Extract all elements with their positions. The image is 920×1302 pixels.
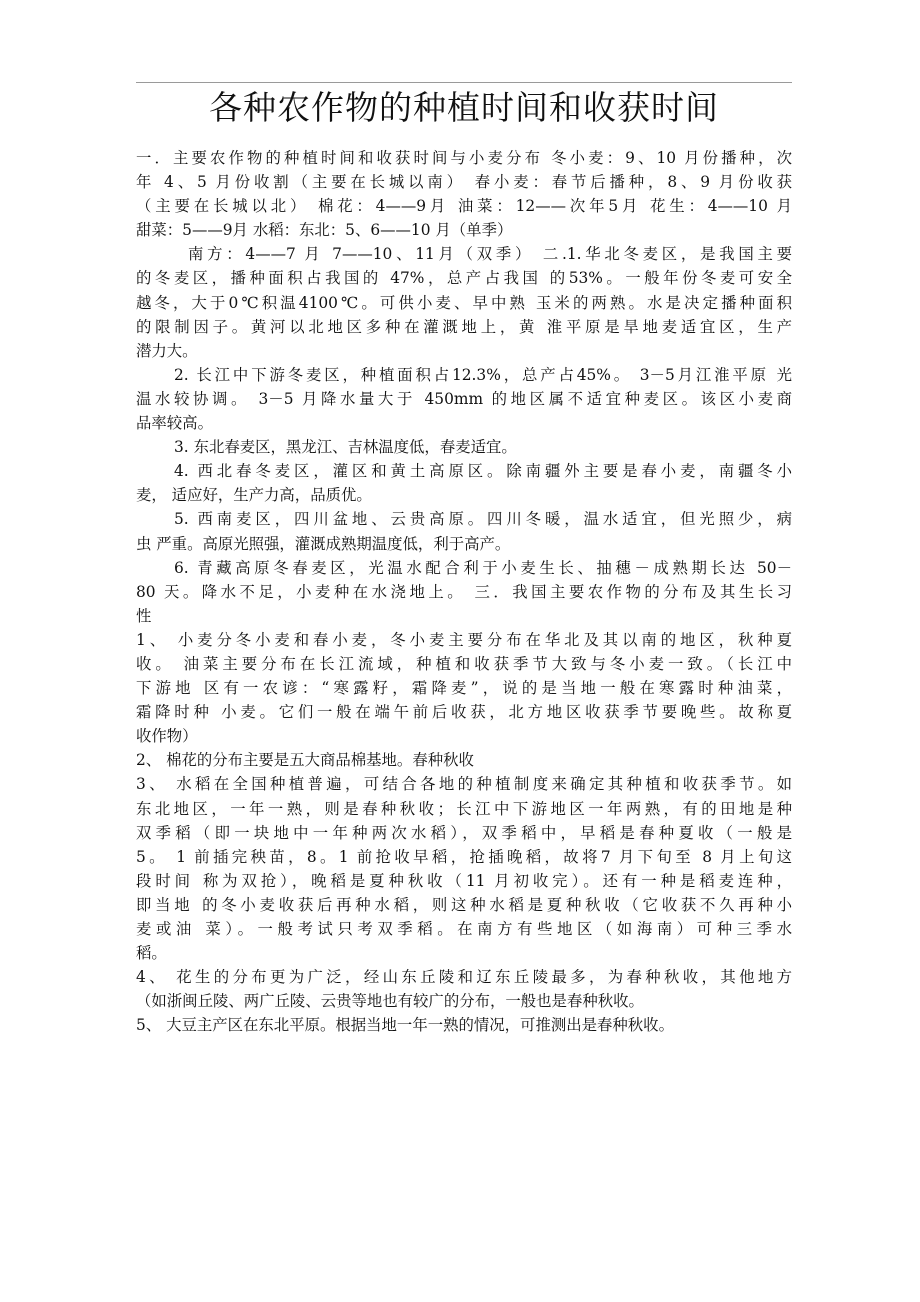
body-line: 80 天。降水不足，小麦种在水浇地上。 三．我国主要农作物的分布及其生长习 (136, 582, 792, 601)
body-line: 即当地 的冬小麦收获后再种水稻，则这种水稻是夏种秋收（它收获不久再种小 (136, 895, 792, 914)
body-line: 越冬，大于0℃积温4100℃。可供小麦、早中熟 玉米的两熟。水是决定播种面积 (136, 293, 792, 312)
body-line: 一．主要农作物的种植时间和收获时间与小麦分布 冬小麦：9、10 月份播种，次 (136, 149, 792, 167)
body-line: 1、 小麦分冬小麦和春小麦，冬小麦主要分布在华北及其以南的地区，秋种夏 (136, 630, 792, 649)
body-line: 下游地 区有一农谚：“寒露籽，霜降麦”，说的是当地一般在寒露时种油菜， (136, 679, 792, 698)
body-line: 4、 花生的分布更为广泛，经山东丘陵和辽东丘陵最多，为春种秋收，其他地方 (136, 968, 792, 987)
body-line: （如浙闽丘陵、两广丘陵、云贵等地也有较广的分布，一般也是春种秋收。 (136, 992, 644, 1011)
body-line: 潜力大。 (136, 341, 198, 360)
body-line: 段时间 称为双抢），晚稻是夏种秋收（11 月初收完）。还有一种是稻麦连种， (136, 871, 792, 890)
body-line: 性 (136, 606, 152, 625)
body-line: 稻。 (136, 944, 167, 963)
body-line: 的冬麦区，播种面积占我国的 47%，总产占我国 的53%。一般年份冬麦可安全 (136, 269, 792, 288)
document-body (136, 146, 792, 1037)
body-line: 3、 水稻在全国种植普遍，可结合各地的种植制度来确定其种植和收获季节。如 (136, 775, 792, 794)
top-rule (136, 82, 792, 83)
body-line: 甜菜：5——9月 水稻：东北：5、6——10 月（单季） (136, 221, 513, 240)
body-line: 5、 大豆主产区在东北平原。根据当地一年一熟的情况，可推测出是春种秋收。 (136, 1016, 674, 1035)
body-line: 温水较协调。 3－5 月降水量大于 450mm 的地区属不适宜种麦区。该区小麦商 (136, 389, 792, 408)
body-line: （主要在长城以北） 棉花：4——9月 油菜：12——次年5月 花生：4——10 月 (136, 197, 792, 216)
body-line: 南方：4——7 月 7——10、11月（双季） 二.1.华北冬麦区，是我国主要 (188, 245, 792, 264)
body-line: 6. 青藏高原冬春麦区，光温水配合利于小麦生长、抽穗－成熟期长达 50－ (174, 558, 792, 577)
body-line: 麦， 适应好，生产力高，品质优。 (136, 486, 372, 505)
body-line: 年 4、5 月份收割（主要在长城以南） 春小麦：春节后播种，8、9 月份收获 (136, 173, 792, 192)
body-line: 5。 1 前插完秧苗，8。1 前抢收早稻，抢插晚稻，故将7 月下旬至 8 月上旬这 (136, 847, 792, 866)
body-line: 双季稻（即一块地中一年种两次水稻），双季稻中，早稻是春种夏收（一般是 (136, 823, 792, 842)
body-line: 的限制因子。黄河以北地区多种在灌溉地上，黄 淮平原是旱地麦适宜区，生产 (136, 317, 792, 336)
body-line: 霜降时种 小麦。它们一般在端午前后收获，北方地区收获季节要晚些。故称夏 (136, 703, 792, 722)
body-line: 收作物） (136, 727, 198, 746)
body-line: 3. 东北春麦区，黑龙江、吉林温度低，春麦适宜。 (174, 438, 517, 457)
body-line: 品率较高。 (136, 414, 213, 433)
body-line: 收。 油菜主要分布在长江流域，种植和收获季节大致与冬小麦一致。（长江中 (136, 654, 792, 673)
body-line: 5. 西南麦区，四川盆地、云贵高原。四川冬暖，温水适宜，但光照少，病 (174, 510, 792, 529)
body-line: 4. 西北春冬麦区，灌区和黄土高原区。除南疆外主要是春小麦，南疆冬小 (174, 462, 792, 481)
body-line: 2. 长江中下游冬麦区，种植面积占12.3%，总产占45%。 3－5月江淮平原 光 (174, 365, 792, 384)
body-line: 麦或油 菜）。一般考试只考双季稻。在南方有些地区（如海南）可种三季水 (136, 920, 792, 938)
body-line: 2、 棉花的分布主要是五大商品棉基地。春种秋收 (136, 751, 474, 770)
body-line: 东北地区，一年一熟，则是春种秋收；长江中下游地区一年两熟，有的田地是种 (136, 799, 792, 818)
body-line: 虫 严重。高原光照强，灌溉成熟期温度低，利于高产。 (136, 534, 511, 553)
document-title: 各种农作物的种植时间和收获时间 (209, 88, 719, 127)
